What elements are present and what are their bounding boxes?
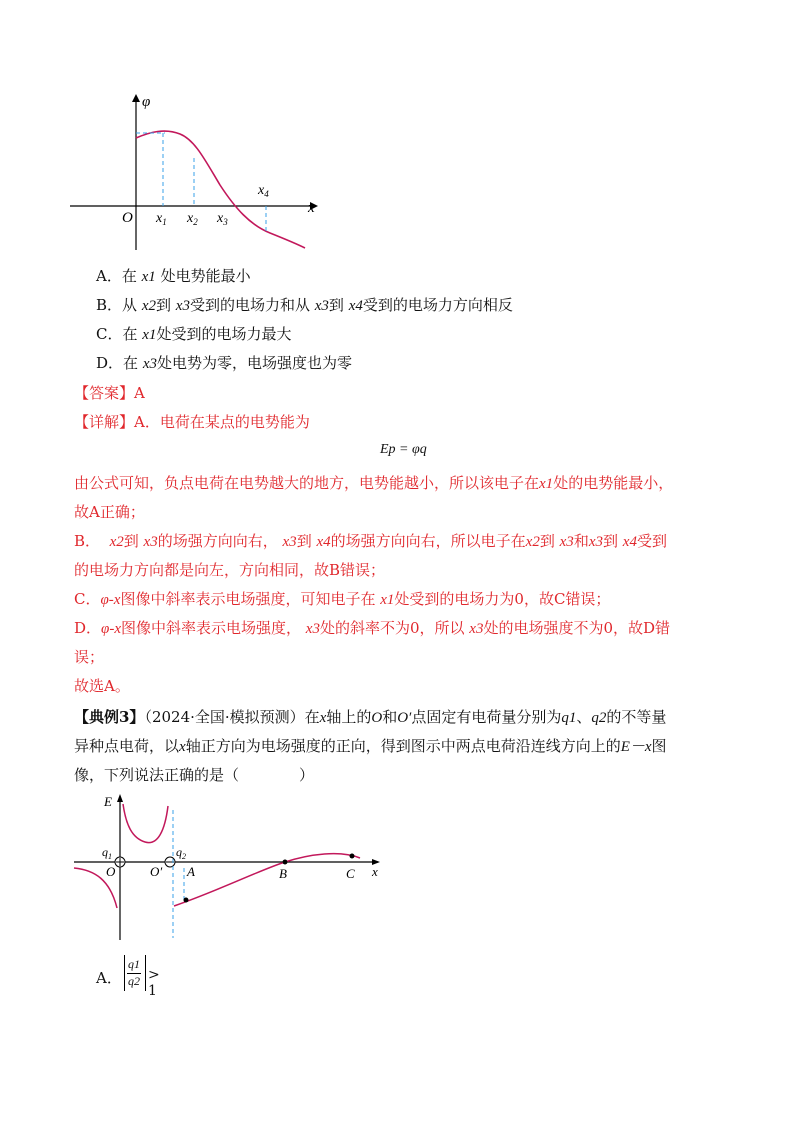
q2-line-3: 像，下列说法正确的是（ ） — [74, 766, 315, 784]
phi-label: φ — [142, 94, 151, 110]
explanation-line-2: 故A正确； — [74, 503, 145, 521]
svg-text:B: B — [279, 866, 287, 881]
origin-label: O — [122, 210, 133, 226]
explanation-line-7: 误； — [74, 648, 105, 666]
explanation-line-6: D．φ-x图像中斜率表示电场强度， x3处的斜率不为0，所以 x3处的电场强度不为0，故D错 — [74, 619, 671, 637]
q2-line-2: 异种点电荷，以x轴正方向为电场强度的正向，得到图示中两点电荷沿连线方向上的E－x图 — [74, 737, 667, 755]
explanation-line-8: 故选A。 — [74, 677, 130, 695]
explanation-line-3: B． x2到 x3的场强方向向右， x3到 x4的场强方向向右，所以电子在x2到 x3和x3到 x4受到 — [74, 532, 667, 550]
option-a[interactable]: A．在 x1 处电势能最小 — [96, 267, 251, 285]
e-x-graph — [70, 790, 390, 950]
q2-line-1: 【典例3】（2024·全国·模拟预测）在x轴上的O和O′点固定有电荷量分别为q1、q2的不等量 — [74, 708, 667, 726]
svg-text:q2: $q_2$ — [176, 845, 186, 861]
phi-x-graph — [70, 90, 330, 255]
explanation-line-4: 的电场力方向都是向左，方向相同，故B错误； — [74, 561, 386, 579]
svg-text:q1: $q_1$ — [102, 845, 112, 861]
svg-text:x4: $x_4$ — [258, 183, 269, 199]
svg-text:x1: $x_1$ — [156, 211, 167, 227]
svg-text:C: C — [346, 866, 355, 881]
option-d[interactable]: D．在 x3处电势为零，电场强度也为零 — [96, 354, 352, 372]
svg-text:E: E — [104, 794, 112, 809]
svg-text:O′: O′ — [150, 864, 163, 879]
explanation-line-1: 由公式可知，负点电荷在电势越大的地方，电势能越小，所以该电子在x1处的电势能最小， — [74, 474, 674, 492]
option-c[interactable]: C．在 x1处受到的电场力最大 — [96, 325, 292, 343]
explanation-line-5: C．φ-x图像中斜率表示电场强度，可知电子在 x1处受到的电场力为0，故C错误； — [74, 590, 611, 608]
formula: Ep = φq — [380, 442, 427, 457]
svg-text:x3: $x_3$ — [217, 211, 228, 227]
answer: 【答案】A — [74, 384, 145, 402]
x-label: x — [308, 200, 315, 216]
svg-text:A: A — [187, 864, 195, 879]
option-b[interactable]: B．从 x2到 x3受到的电场力和从 x3到 x4受到的电场力方向相反 — [96, 296, 513, 314]
detail-head: 【详解】A．电荷在某点的电势能为 — [74, 413, 310, 431]
svg-text:x: x — [372, 864, 378, 879]
svg-text:x2: $x_2$ — [187, 211, 198, 227]
svg-text:O: O — [106, 864, 116, 879]
phi-curve — [136, 131, 305, 248]
